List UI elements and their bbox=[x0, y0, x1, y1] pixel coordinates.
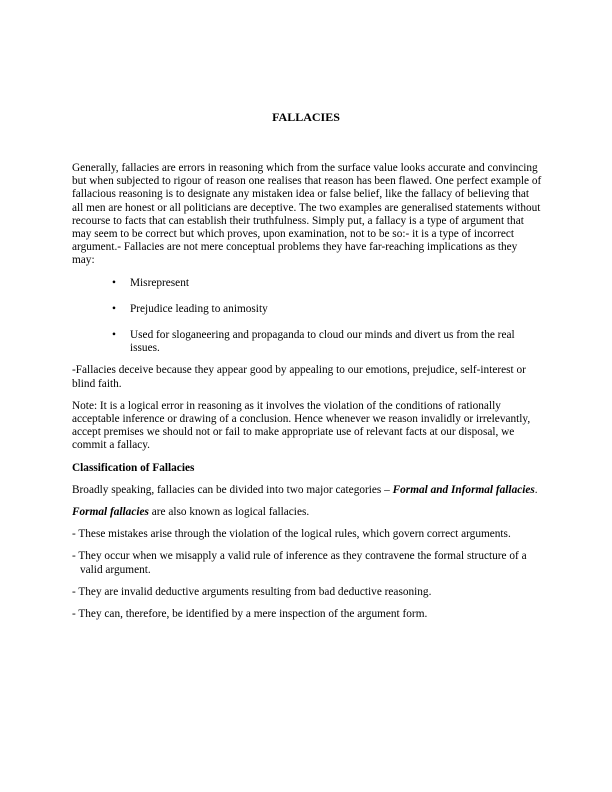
deceive-paragraph: -Fallacies deceive because they appear good by appealing to our emotions, prejudice, self-interest or blind faith. bbox=[72, 364, 526, 390]
list-item bbox=[72, 277, 542, 290]
formal-text: are also known as logical fallacies. bbox=[148, 506, 310, 519]
categories-paragraph bbox=[72, 484, 542, 497]
note-paragraph: Note: It is a logical error in reasoning as it involves the violation of the conditions of rationally acceptable inference or drawing of a conclusion. Hence whenever we reason invalidly or irrelevantly, accept premises we should not or fail to make appropriate use of relevant facts at our disposal, we commit a fallacy. bbox=[72, 399, 531, 452]
bullet-icon: • bbox=[112, 329, 116, 342]
list-item bbox=[72, 303, 542, 316]
section-heading: Classification of Fallacies bbox=[72, 461, 195, 474]
document-body bbox=[72, 162, 542, 630]
dash-item: - These mistakes arise through the violation of the logical rules, which govern correct arguments. bbox=[72, 528, 511, 541]
dash-item: - They occur when we misapply a valid rule of inference as they contravene the formal structure of a valid argument. bbox=[72, 550, 527, 576]
list-item-text: Used for sloganeering and propaganda to cloud our minds and divert us from the real issues. bbox=[130, 329, 515, 355]
list-item bbox=[72, 329, 542, 355]
implications-list bbox=[72, 277, 542, 356]
categories-text: Broadly speaking, fallacies can be divided into two major categories – bbox=[72, 483, 393, 496]
formal-paragraph bbox=[72, 506, 542, 519]
list-item-text: Prejudice leading to animosity bbox=[130, 302, 268, 315]
bullet-icon: • bbox=[112, 302, 116, 315]
intro-paragraph: Generally, fallacies are errors in reasoning which from the surface value looks accurate and convincing but when subjected to rigour of reason one realises that reason has been flawed. One perfect example of fallacious reasoning is to designate any mistaken idea or false belief, like the fallacy of believing that all men are honest or all politicians are deceptive. The two examples are generalised statements without recourse to facts that can establish their truthfulness. Simply put, a fallacy is a type of argument that may seem to be correct but which proves, upon examination, not to be so:- it is a type of incorrect argument.- Fallacies are not mere conceptual problems they have far-reaching implications as they may: bbox=[72, 162, 542, 267]
bullet-icon: • bbox=[112, 276, 116, 289]
categories-end: . bbox=[534, 483, 538, 496]
formal-emphasis: Formal fallacies bbox=[72, 506, 149, 519]
categories-emphasis: Formal and Informal fallacies bbox=[392, 483, 535, 496]
list-item-text: Misrepresent bbox=[130, 276, 189, 289]
dash-item: - They can, therefore, be identified by a mere inspection of the argument form. bbox=[72, 608, 428, 621]
dash-item: - They are invalid deductive arguments resulting from bad deductive reasoning. bbox=[72, 585, 432, 598]
page-title: FALLACIES bbox=[272, 110, 340, 124]
